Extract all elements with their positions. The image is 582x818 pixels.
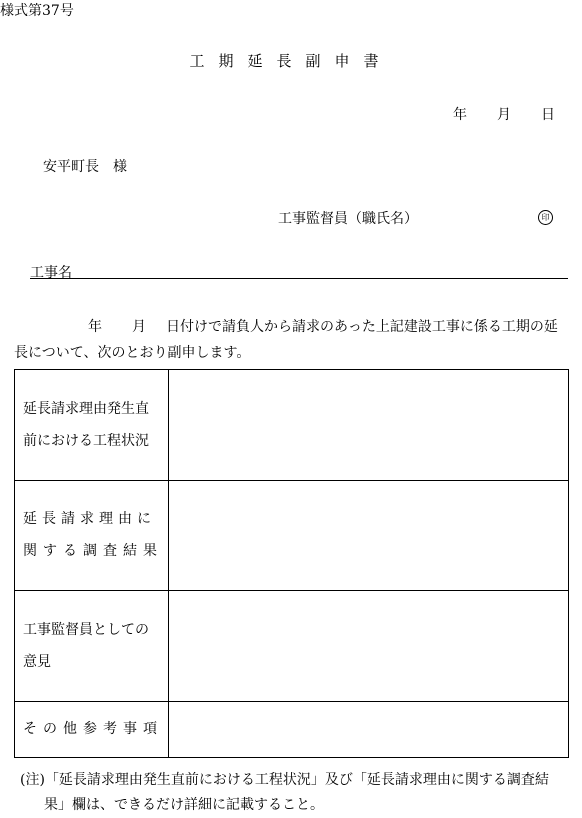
row-value-investigation[interactable]	[169, 480, 569, 591]
row-label-investigation	[15, 480, 169, 591]
seal-mark: 印	[538, 210, 553, 225]
row-value-progress[interactable]	[169, 370, 569, 481]
table-row	[15, 370, 569, 481]
row-label-line: 前における工程状況	[23, 432, 149, 449]
date-day-label: 日	[541, 107, 555, 123]
row-label-progress	[15, 370, 169, 481]
supervisor-label: 工事監督員（職氏名）	[278, 211, 418, 227]
row-value-other-notes[interactable]	[169, 701, 569, 757]
body-line2: 長について、次のとおり副申します。	[14, 345, 251, 361]
body-paragraph	[14, 314, 582, 366]
table-row	[15, 480, 569, 591]
row-label-other-notes	[15, 701, 169, 757]
table-row	[15, 701, 569, 757]
project-name-field[interactable]	[30, 278, 568, 279]
body-line1: 日付けで請負人から請求のあった上記建設工事に係る工期の延	[166, 319, 558, 335]
date-month-label: 月	[497, 107, 511, 123]
row-value-supervisor-opinion[interactable]	[169, 591, 569, 702]
footnote	[20, 768, 582, 818]
body-month: 月	[132, 319, 146, 335]
row-label-supervisor-opinion	[15, 591, 169, 702]
row-label-char: 意	[23, 654, 37, 671]
row-label-line: 工事監督員としての	[23, 622, 149, 639]
footnote-line1: (注)「延長請求理由発生直前における工程状況」及び「延長請求理由に関する調査結	[20, 772, 549, 788]
footnote-line2: 果」欄は、できるだけ詳細に記載すること。	[44, 797, 324, 813]
form-number: 様式第37号	[0, 3, 74, 19]
date-year-label: 年	[453, 107, 467, 123]
addressee: 安平町長 様	[43, 159, 127, 175]
document-title: 工期延長副申書	[189, 52, 393, 70]
row-label-line	[23, 646, 168, 678]
row-label-line: その他参考事項	[23, 721, 163, 738]
details-table	[14, 369, 569, 758]
project-name-label: 工事名	[30, 265, 72, 281]
body-year: 年	[88, 319, 102, 335]
table-row	[15, 591, 569, 702]
row-label-char: 見	[37, 654, 51, 671]
row-label-line: 延長請求理由発生直	[23, 400, 149, 417]
row-label-line: 関する調査結果	[23, 543, 163, 560]
row-label-line: 延長請求理由に	[23, 511, 156, 528]
